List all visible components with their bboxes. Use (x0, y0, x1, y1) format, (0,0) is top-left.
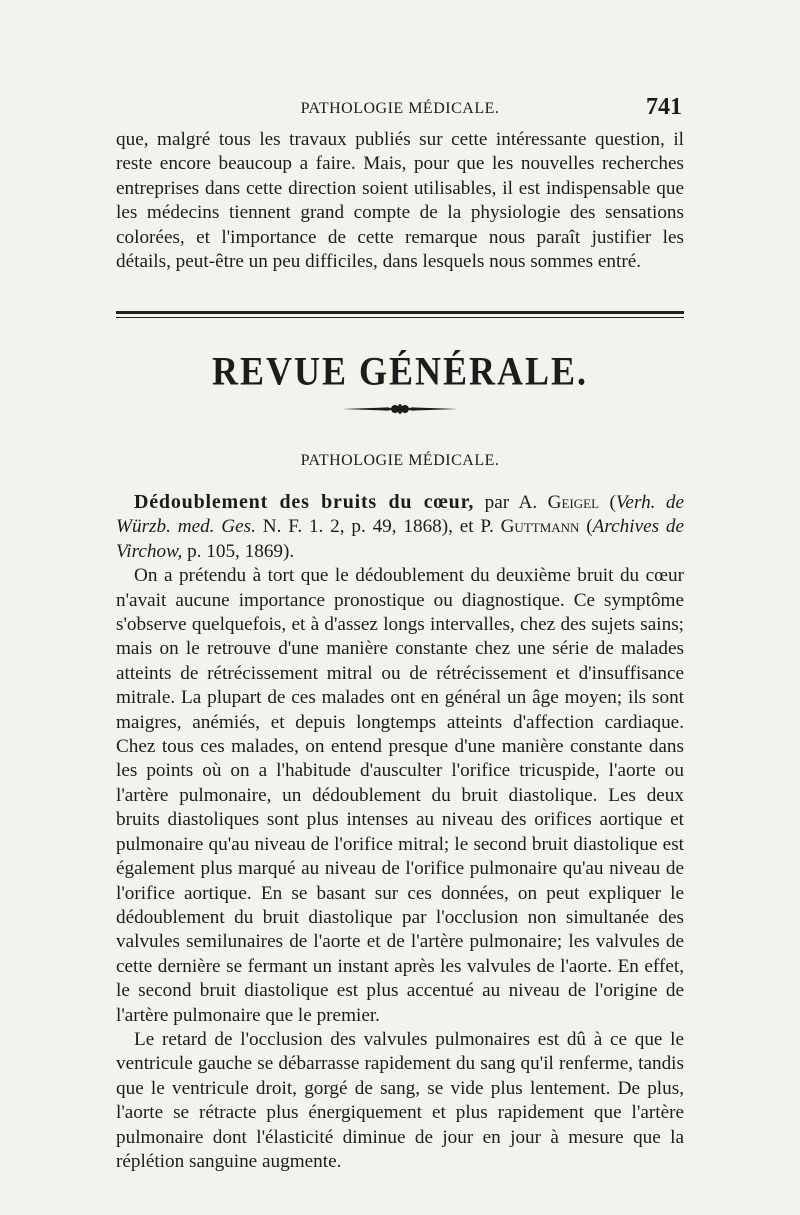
ref2-open: ( (579, 516, 593, 538)
article-title: Dédoublement des bruits du cœur, (134, 491, 475, 513)
author-guttmann: Guttmann (500, 516, 580, 538)
running-title: PATHOLOGIE MÉDICALE. (300, 100, 500, 117)
ref1-open: ( (599, 492, 616, 513)
page-number: 741 (646, 94, 682, 120)
section-title: REVUE GÉNÉRALE. (211, 348, 589, 394)
article-paragraph-2: Le retard de l'occlusion des valvules pulmonaires est dû à ce que le ventricule gauche se débarrasse rapidement du sang qu'il renferme, tandis que le ventricule droit, gorgé de sang, se vide plus lentement. De plus, l'aorte se rétracte plus énergiquement et plus rapidement que l'artère pulmonaire dont l'élasticité diminue de jour en jour à mesure que la réplétion sanguine augmente. (116, 1028, 684, 1172)
intro-text (116, 128, 684, 274)
ornament-divider-icon (340, 402, 460, 416)
ref1-details: N. F. 1. 2, p. 49, 1868), et P. (255, 516, 501, 538)
article-paragraph-1: On a prétendu à tort que le dédoublement du deuxième bruit du cœur n'avait aucune importance pronostique ou diagnostique. Ce symptôme s'observe quelquefois, et à d'assez longs intervalles, chez des sujets sains; mais on le retrouve d'une manière constante chez une série de malades atteints de rétrécissement mitral ou de rétrécissement et d'insuffisance mitrale. La plupart de ces malades ont en général un âge moyen; ils sont maigres, anémiés, et depuis longtemps atteints d'affection cardiaque. Chez tous ces malades, on entend presque d'une manière constante dans les points où on a l'habitude d'ausculter l'orifice tricuspide, l'aorte ou l'artère pulmonaire, un dédoublement du bruit diastolique. Les deux bruits diastoliques sont plus intenses au niveau des orifices aortique et pulmonaire qu'au niveau de l'orifice mitral; le second bruit diastolique est également plus marqué au niveau de l'orifice pulmonaire qu'au niveau de l'orifice aortique. En se basant sur ces données, on peut expliquer le dédoublement du bruit diastolique par l'occlusion non simultanée des valvules semilunaires de l'aorte et de l'artère pulmonaire; les valvules de cette dernière se fermant un instant après les valvules de l'aorte. En effet, le second bruit diastolique est plus accentué au niveau de l'origine de l'artère pulmonaire que le premier. (116, 565, 684, 1026)
intro-paragraph: que, malgré tous les travaux publiés sur cette intéressante question, il reste encore beaucoup a faire. Mais, pour que les nouvelles recherches entreprises dans cette direction soient utilisables, il est indispensable que les médecins tiennent grand compte de la physiologie des sensations colorées, et l'importance de cette remarque nous paraît justifier les détails, peut-être un peu difficiles, dans lesquels nous sommes entré. (116, 129, 684, 273)
author-geigel: Geigel (547, 492, 600, 513)
running-head (116, 96, 684, 122)
byline: par A. (474, 492, 548, 513)
ref1-journal: Verh. de Würzb. med. Ges. (116, 492, 685, 538)
subsection-title: PATHOLOGIE MÉDICALE. (300, 452, 500, 469)
article (116, 490, 684, 1174)
section-divider (116, 311, 684, 321)
article-heading (116, 490, 684, 564)
ref2-journal: Archives de Virchow, (116, 516, 684, 562)
ref2-details: p. 105, 1869). (182, 540, 295, 562)
